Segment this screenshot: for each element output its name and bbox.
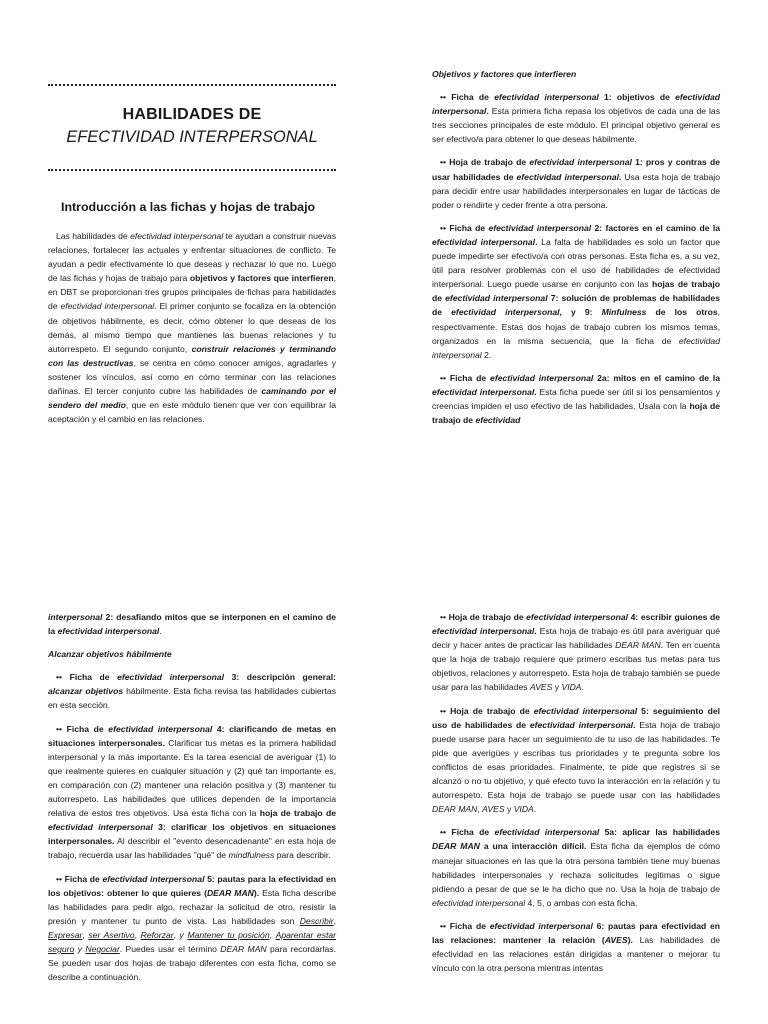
entry-ficha-3: •• Ficha de efectividad interpersonal 3: descripción general: alcanzar objetivos hábilmente. Esta ficha revisa las habilidades cubiertas en esta sección. (48, 672, 336, 711)
title-top-rule (48, 84, 336, 86)
entry-ficha-2: •• Ficha de efectividad interpersonal 2: factores en el camino de la efectividad interpersonal. La falta de habilidades es solo un factor que puede impedirte ser efectivo/a con otras personas. Esta ficha es, a su vez, útil para resolver problemas con el uso de habilidades de efectividad interpersonal. Luego puede usarse en conjunto con las hojas de trabajo de efectividad interpersonal 7: solución de problemas de habilidades de efectividad interpersonal, y 9: Minfulness de los otros, respectivamente. Estas dos hojas de trabajo cubren los mismos temas, organizados en la misma secuencia, que la ficha de efectividad interpersonal 2. (432, 222, 721, 360)
entry-ficha-1: •• Ficha de efectividad interpersonal 1: objetivos de efectividad interpersonal. Esta primera ficha repasa los objetivos de cada una de las tres secciones principales de este módulo. El principal objetivo general es ser efectivo/a para obtener lo que deseas hábilmente. (432, 92, 720, 145)
entry-ficha-2a-cont: interpersonal 2: desafiando mitos que se interponen en el camino de la efectividad interpersonal. (48, 612, 336, 637)
entry-hoja-4: •• Hoja de trabajo de efectividad interpersonal 4: escribir guiones de efectividad interpersonal. Esta hoja de trabajo es útil para averiguar qué decir y hacer antes de practicar las habilidades DEAR MAN. Ten en cuenta que la hoja de trabajo requiere que primero escribas tus metas para tus objetivos, relaciones y autorrespeto. Esta hoja de trabajo también se puede usar para las habilidades AVES y VIDA. (432, 612, 720, 693)
entry-ficha-2a: •• Ficha de efectividad interpersonal 2a: mitos en el camino de la efectividad interpersonal. Esta ficha puede ser útil si los pensamientos y creencias impiden el uso efectivo de las habilidades. Úsala con la hoja de trabajo de efectividad (432, 372, 721, 426)
intro-heading: Introducción a las fichas y hojas de trabajo (61, 200, 316, 214)
entry-ficha-5: •• Ficha de efectividad interpersonal 5: pautas para la efectividad en los objetivos: obtener lo que quieres (DEAR MAN). Esta ficha describe las habilidades para pedir algo, rechazar la solicitud de otro, resistir la presión y mantener tu punto de vista. Las habilidades son Describir, Expresar, ser Asertivo, Reforzar, y Mantener tu posición, Aparentar estar seguro y Negociar. Puedes usar el término DEAR MAN para recordarlas. Se pueden usar dos hojas de trabajo diferentes con esta ficha, como se describe a continuación. (48, 873, 337, 983)
section-alcanzar: Alcanzar objetivos hábilmente (48, 649, 172, 660)
intro-paragraph: Las habilidades de efectividad interpersonal te ayudan a construir nuevas relaciones, fortalecer las actuales y enfrentar situaciones de conflicto. Te ayudan a pedir efectivamente lo que deseas y rechazar lo que no. Luego de las fichas y hojas de trabajo para objetivos y factores que interfieren, en DBT se proporcionan tres grupos principales de fichas para habilidades de efectividad interpersonal. El primer conjunto se focaliza en la obtención de objetivos hábilmente, es decir, cómo obtener lo que deseas de los demás, al mismo tiempo que mantienes las buenas relaciones y tu autorrespeto. El segundo conjunto, construir relaciones y terminando con las destructivas, se centra en cómo conocer amigos, agradarles y sostener los vínculos, así como en cómo terminar con las relaciones dañinas. El tercer conjunto cubre las habilidades de caminando por el sendero del medio, que en este módulo tienen que ver con equilibrar la aceptación y el cambio en las relaciones. (48, 231, 337, 425)
title-bottom-rule (48, 169, 336, 171)
title-line-1: HABILIDADES DE (122, 106, 262, 123)
intro-column (48, 229, 336, 434)
page-title (48, 104, 336, 148)
bottom-left-column (48, 610, 336, 993)
entry-ficha-6: •• Ficha de efectividad interpersonal 6: pautas para efectividad en las relaciones: mantener la relación (AVES). Las habilidades de efectividad en las relaciones están dirigidas a mantener o mejorar tu vínculo con la otra persona mientras intentas (432, 920, 721, 974)
entry-ficha-4: •• Ficha de efectividad interpersonal 4: clarificando de metas en situaciones interpersonales. Clarificar tus metas es la primera habilidad interpersonal y la más importante. Es la tarea esencial de averiguar (1) lo que realmente quieres en cualquier situación y (2) qué tan importante es, en comparación con (2) mantener una relación positiva y (3) mantener tu autorrespeto. Las habilidades que utilices dependen de la importancia relativa de estos tres objetivos. Usa esta ficha con la hoja de trabajo de efectividad interpersonal 3: clarificar los objetivos en situaciones interpersonales. Al describir el "evento desencadenante" en esta hoja de trabajo, recuerda usar las habilidades "qué" de mindfulness para describir. (48, 723, 337, 861)
entry-hoja-1: •• Hoja de trabajo de efectividad interpersonal 1: pros y contras de usar habilidades de efectividad interpersonal. Usa esta hoja de trabajo para decidir entre usar habilidades interpersonales en lugar de tácticas de poder o rendirte y ceder frente a otra persona. (432, 157, 721, 210)
entry-ficha-5a: •• Ficha de efectividad interpersonal 5a: aplicar las habilidades DEAR MAN a una interacción difícil. Esta ficha da ejemplos de cómo manejar situaciones en las que la otra persona también tiene muy buenas habilidades interpersonales y rechaza solicitudes legítimas o sigue pidiendo a pesar de que se le ha dicho que no. Usa la hoja de trabajo de efectividad interpersonal 4, 5, o ambas con esta ficha. (432, 827, 720, 908)
top-right-column (432, 67, 720, 427)
section-objetivos: Objetivos y factores que interfieren (432, 69, 577, 79)
entry-hoja-5: •• Hoja de trabajo de efectividad interpersonal 5: seguimiento del uso de habilidades de efectividad interpersonal. Esta hoja de trabajo puede usarse para hacer un seguimiento de tu uso de las habilidades. Te pide que averigües y escribas tus prioridades y te pregunta sobre los conflictos de esas prioridades. Finalmente, te pide que registres si se alcanzó o no tu objetivo, y qué efecto tuvo la interacción en la relación y tu autorrespeto. Esta hoja de trabajo se puede usar con las habilidades DEAR MAN, AVES y VIDA. (432, 705, 720, 815)
title-line-2: EFECTIVIDAD INTERPERSONAL (66, 128, 318, 146)
bottom-right-column (432, 610, 720, 975)
